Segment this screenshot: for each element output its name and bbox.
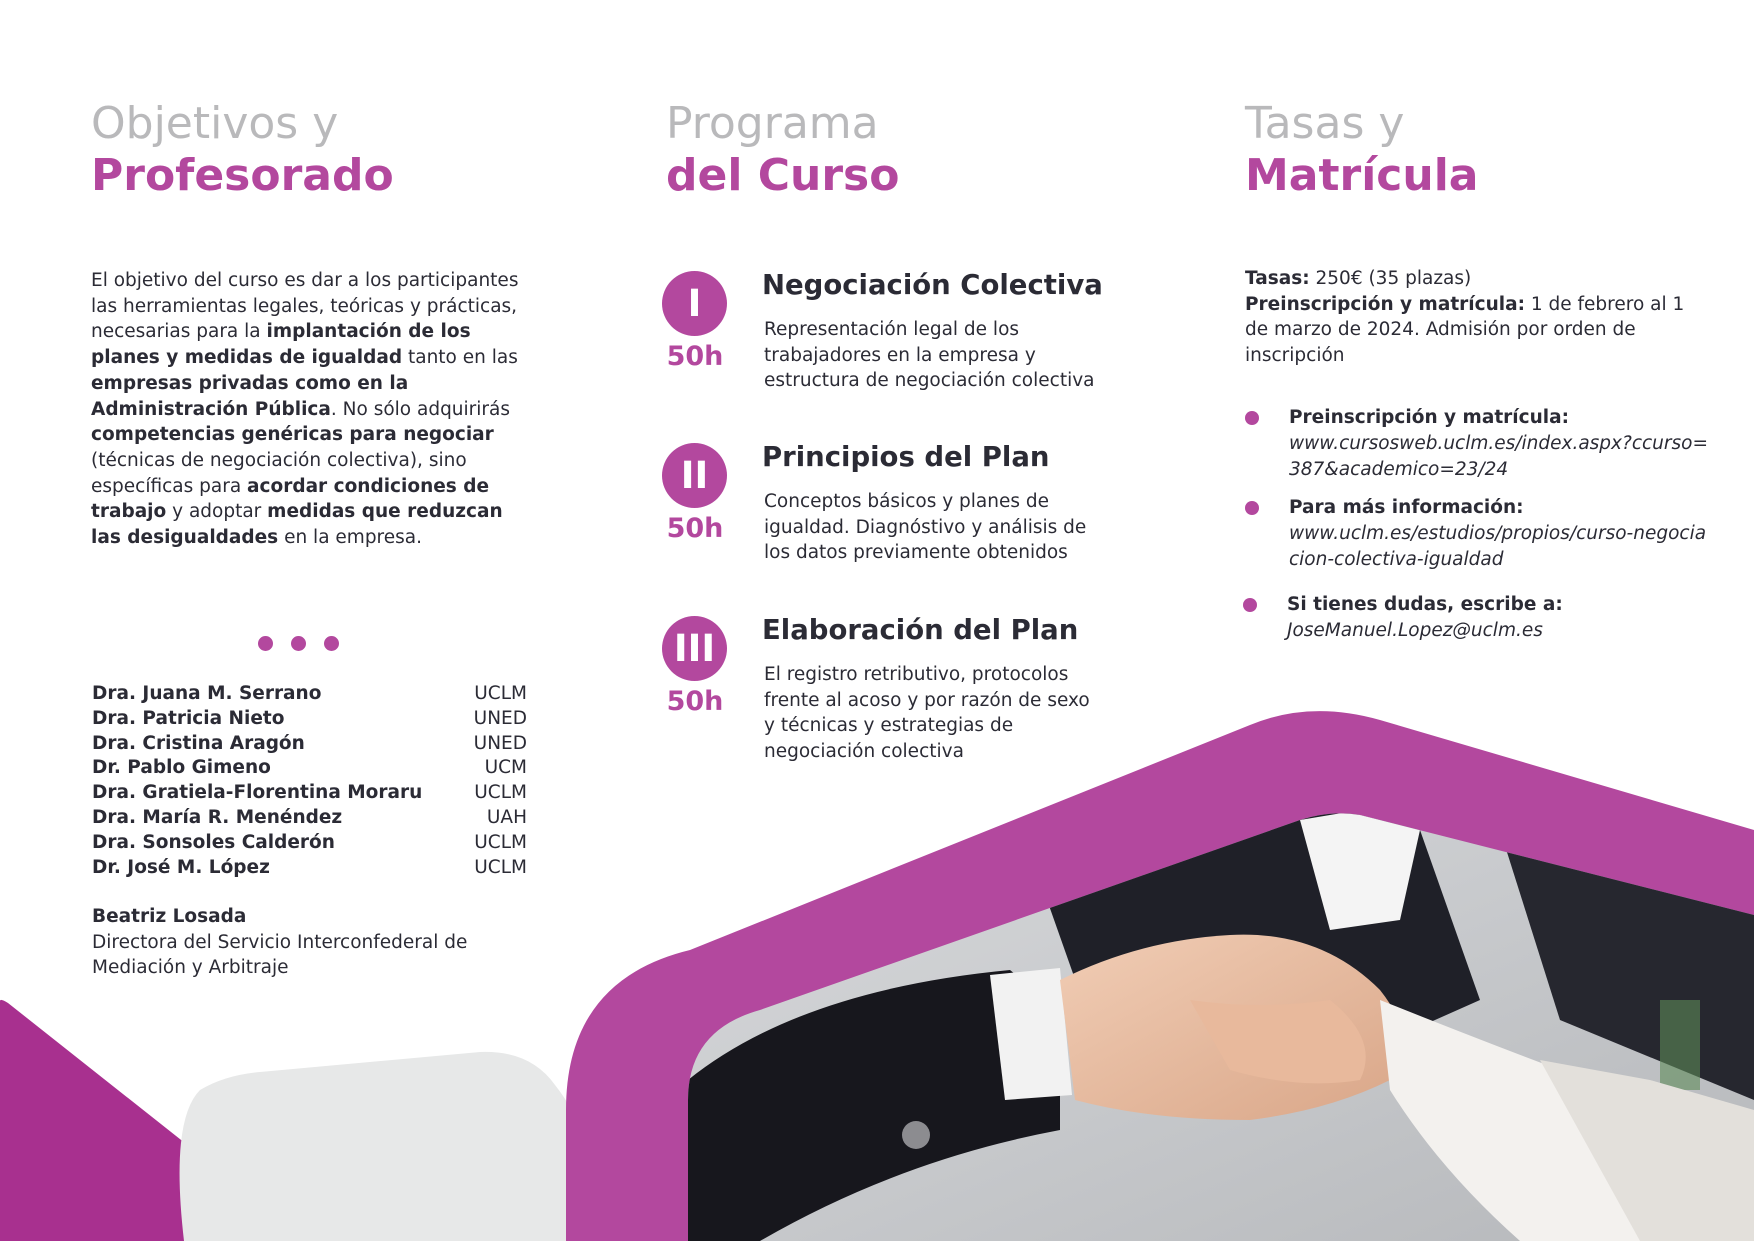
module-title: Principios del Plan <box>762 441 1050 473</box>
professor-institution: UCLM <box>474 782 527 804</box>
separator-dots <box>258 636 357 655</box>
professor-institution: UCLM <box>474 856 527 878</box>
professor-row <box>92 856 527 881</box>
professor-institution: UCLM <box>474 683 527 704</box>
professor-institution: UCLM <box>474 831 527 853</box>
professor-name: Dra. Juana M. Serrano <box>92 683 322 704</box>
enrolment-link[interactable]: www.cursosweb.uclm.es/index.aspx?ccurso=387&academico=23/24 <box>1289 433 1708 480</box>
section-title-bold: del Curso <box>666 150 900 201</box>
program-section <box>666 98 1106 202</box>
dot-icon <box>291 636 306 651</box>
professor-name: Dr. Pablo Gimeno <box>92 757 271 779</box>
module-title: Elaboración del Plan <box>762 614 1079 646</box>
fees-paragraph <box>1245 266 1685 369</box>
dot-icon <box>258 636 273 651</box>
professor-row <box>92 806 527 831</box>
info-item <box>1245 496 1707 576</box>
text-run: y adoptar <box>166 501 268 523</box>
professor-institution: UAH <box>486 806 527 828</box>
section-title-light: Programa <box>666 98 879 149</box>
professor-name: Dra. Gratiela-Florentina Moraru <box>92 782 423 804</box>
professor-row <box>92 732 527 757</box>
text-run-bold: empresas privadas como en la Administración Pública <box>91 372 409 420</box>
text-run-bold: acordar condiciones de trabajo <box>91 475 490 523</box>
fees-label: Tasas: <box>1245 268 1310 289</box>
module-number-badge: III <box>662 616 727 681</box>
professor-name: Dra. María R. Menéndez <box>92 806 343 828</box>
enrolment-label: Preinscripción y matrícula: <box>1245 293 1525 315</box>
section-title-light: Objetivos y <box>91 98 339 149</box>
info-label: Preinscripción y matrícula: <box>1289 407 1569 428</box>
text-run: tanto en las <box>402 347 518 369</box>
text-run: en la empresa. <box>278 527 422 549</box>
bullet-icon <box>1243 598 1257 612</box>
professor-row <box>92 781 527 806</box>
module-hours: 50h <box>666 341 724 372</box>
info-item <box>1245 406 1708 486</box>
professor-institution: UNED <box>473 707 527 729</box>
section-title-bold: Profesorado <box>91 150 394 201</box>
fees-section <box>1245 98 1685 202</box>
grey-rounded-shape <box>180 1052 625 1241</box>
bullet-icon <box>1245 501 1259 515</box>
bullet-icon <box>1245 411 1259 425</box>
professor-name: Dra. Sonsoles Calderón <box>92 831 335 853</box>
info-item <box>1243 593 1693 649</box>
text-run: El objetivo del curso es dar a los participantes las herramientas legales, teóricas y prácticas, necesarias para la <box>91 270 519 343</box>
professor-list <box>92 682 527 880</box>
professor-row <box>92 682 527 707</box>
module-title: Negociación Colectiva <box>762 269 1103 301</box>
contact-email-link[interactable]: JoseManuel.Lopez@uclm.es <box>1287 620 1543 641</box>
professor-row <box>92 756 527 781</box>
professor-row <box>92 707 527 732</box>
text-run: . No sólo adquirirás <box>330 398 511 420</box>
professor-row <box>92 831 527 856</box>
info-link[interactable]: www.uclm.es/estudios/propios/curso-negociacion-colectiva-igualdad <box>1289 523 1707 570</box>
objectives-section <box>91 98 531 202</box>
professor-name: Dra. Cristina Aragón <box>92 732 305 754</box>
fees-value: 250€ (35 plazas) <box>1309 268 1472 289</box>
module-hours: 50h <box>666 686 724 717</box>
info-label: Si tienes dudas, escribe a: <box>1287 594 1563 615</box>
info-label: Para más información: <box>1289 497 1524 518</box>
module-description: Conceptos básicos y planes de igualdad. Diagnóstivo y análisis de los datos previamente obtenidos <box>764 491 1087 564</box>
module-description: El registro retributivo, protocolos frente al acoso y por razón de sexo y técnicas y estrategias de negociación colectiva <box>764 664 1090 763</box>
text-run-bold: competencias genéricas para negociar <box>91 424 494 446</box>
module-number-badge: I <box>662 271 727 336</box>
director-name: Beatriz Losada <box>92 906 247 927</box>
objective-paragraph <box>91 268 521 551</box>
enrolment-value: 1 de febrero al 1 de marzo de 2024. Admisión por orden de inscripción <box>1245 293 1685 367</box>
professor-name: Dra. Patricia Nieto <box>92 707 285 729</box>
director-block <box>92 904 532 981</box>
text-run: (técnicas de negociación colectiva), sino específicas para <box>91 449 467 497</box>
module-hours: 50h <box>666 513 724 544</box>
module-number-badge: II <box>662 443 727 508</box>
professor-institution: UCM <box>484 757 527 779</box>
enrolment-line <box>1245 292 1685 369</box>
professor-name: Dr. José M. López <box>92 856 270 878</box>
module-description: Representación legal de los trabajadores en la empresa y estructura de negociación colectiva <box>764 319 1095 392</box>
fees-line <box>1245 266 1685 292</box>
section-title-light: Tasas y <box>1245 98 1405 149</box>
section-title-bold: Matrícula <box>1245 150 1479 201</box>
professor-institution: UNED <box>473 732 527 754</box>
text-run-bold: medidas que reduzcan las desigualdades <box>91 501 503 549</box>
text-run-bold: implantación de los planes y medidas de igualdad <box>91 321 471 369</box>
dot-icon <box>324 636 339 651</box>
director-role: Directora del Servicio Interconfederal de Mediación y Arbitraje <box>92 931 468 978</box>
